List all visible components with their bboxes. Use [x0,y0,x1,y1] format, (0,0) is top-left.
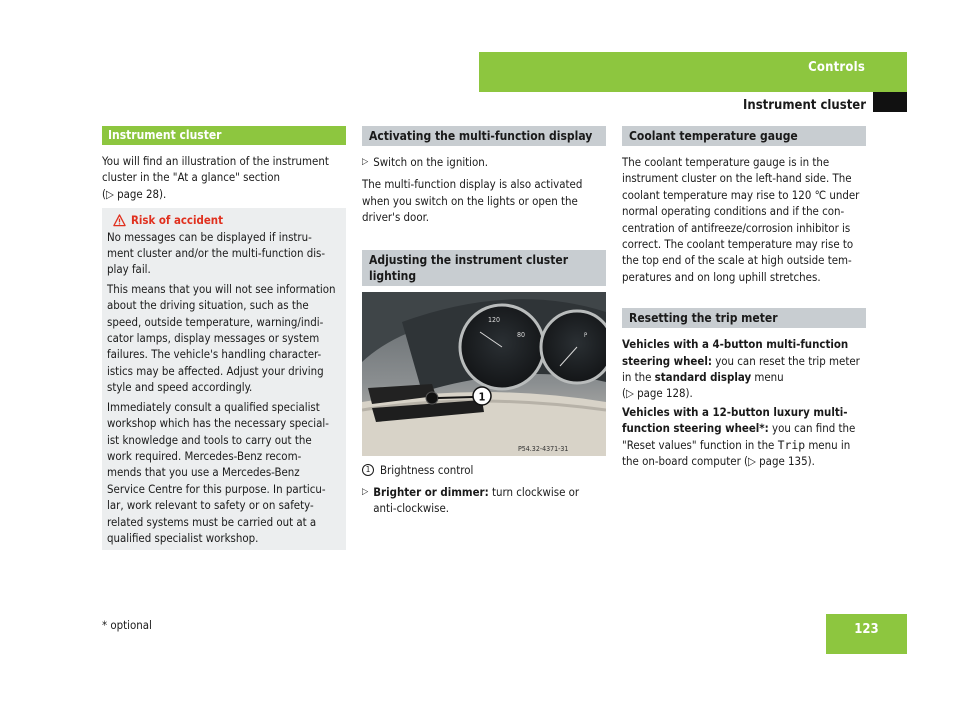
page-reference-link[interactable]: (▷ page 28). [102,186,167,201]
intro-paragraph: You will find an illustration of the instrument cluster in the "At a glance" section (▷ page 28). [102,154,329,201]
section-label: Controls [808,60,865,75]
warning-title: Risk of accident [107,212,341,228]
column-instrument-cluster [102,126,346,550]
page-number-box [826,614,907,654]
page-reference-link[interactable]: (▷ page 128). [622,386,693,401]
trip-paragraph-4-button: Vehicles with a 4-button multi-function steering wheel: you can reset the trip meter in the standard display menu (▷ page 128). [622,337,860,401]
page-number: 123 [854,622,879,637]
warning-paragraph-3: Immediately consult a qualified specialist workshop which has the necessary special- ist knowledge and tools to carry out the work required. Mercedes-Benz recom- mends that you use a Mercedes-Benz Service Centre for this purpose. In particu- lar, work relevant to safety or on safety- related systems must be carried out at a qualified specialist workshop. [107,399,329,545]
callout-number-circle: 1 [362,464,374,476]
instruction-step: ▷ Switch on the ignition. [362,155,489,169]
svg-text:80: 80 [517,330,526,339]
trip-paragraph-12-button: Vehicles with a 12-button luxury multi- function steering wheel*: you can find the "Reset values" function in the Trip menu in the on-board computer (▷ page 135). [622,404,856,469]
heading-reset-trip-meter: Resetting the trip meter [622,308,866,328]
warning-box [102,208,346,550]
photo-callout-number: 1 [478,390,486,404]
page-title: Instrument cluster [743,98,866,113]
heading-activating-display: Activating the multi-function display [362,126,606,146]
heading-adjusting-lighting: Adjusting the instrument cluster lighting [362,250,606,286]
display-paragraph: The multi-function display is also activated when you switch on the lights or open the driver's door. [362,177,583,225]
callout-legend: 1 Brightness control [362,462,606,478]
warning-triangle-icon [113,214,126,227]
warning-paragraph-2: This means that you will not see information about the driving situation, such as the speed, outside temperature, warning/indi- cator lamps, display messages or system failures. The vehicle's handling character- istics may be affected. Adjust your driving style and speed accordingly. [107,281,336,395]
section-tab [479,52,907,92]
heading-instrument-cluster: Instrument cluster [102,126,346,145]
step-arrow-icon: ▷ [362,487,369,498]
footnote: * optional [102,618,152,632]
column-coolant-trip [622,126,866,470]
step-arrow-icon: ▷ [362,157,369,167]
instruction-step-brightness: ▷ Brighter or dimmer: turn clockwise or anti-clockwise. [362,485,580,516]
thumb-index-marker [873,92,907,112]
column-multi-function-display [362,126,606,517]
photo-code: P54.32-4371-31 [518,444,569,453]
warning-paragraph-1: No messages can be displayed if instru- ment cluster and/or the multi-function dis- play fail. [107,229,326,277]
page-reference-link[interactable]: the on-board computer (▷ page 135). [622,454,815,469]
svg-text:P: P [584,331,588,339]
heading-coolant-gauge: Coolant temperature gauge [622,126,866,146]
coolant-paragraph: The coolant temperature gauge is in the instrument cluster on the left-hand side. The coolant temperature may rise to 120 ℃ under normal operating conditions and if the con- centration of antifreeze/corrosion inhibitor is correct. The coolant temperature may rise to the top end of the scale at high outside tem- peratures and on long uphill stretches. [622,155,860,284]
svg-text:120: 120 [488,315,501,324]
instrument-cluster-photo [362,292,606,456]
